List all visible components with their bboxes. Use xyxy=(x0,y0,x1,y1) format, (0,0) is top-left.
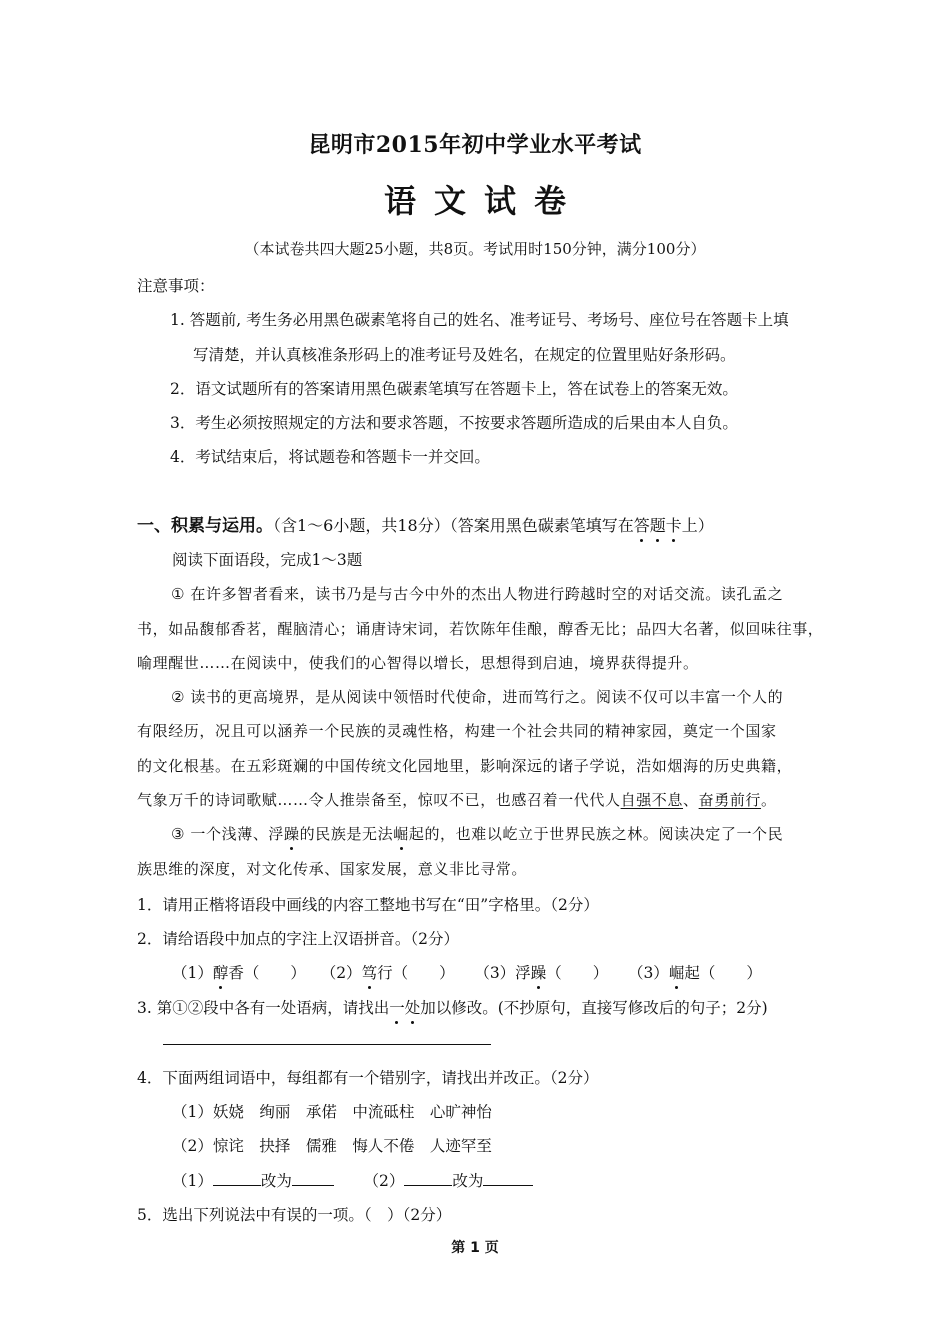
dotted-char: 笃 xyxy=(362,961,378,983)
dotted-char: 崛 xyxy=(669,961,685,983)
fill-blank[interactable] xyxy=(483,1171,533,1186)
dotted-char: 醇 xyxy=(213,961,229,983)
passage-text: 。 xyxy=(761,791,777,809)
question-4-answer-blanks: （1） 改为 （2） 改为 xyxy=(172,1169,533,1191)
question-2: 2．请给语段中加点的字注上汉语拼音。（2分） xyxy=(137,930,459,948)
fill-blank[interactable] xyxy=(213,1171,261,1186)
passage-p1-line1: ① 在许多智者看来，读书乃是与古今中外的杰出人物进行跨越时空的对话交流。读孔孟之 xyxy=(171,585,784,603)
question-2-items xyxy=(172,961,762,983)
underlined-phrase: 奋勇前行 xyxy=(698,791,762,809)
exam-title: 昆明市2015年初中学业水平考试 xyxy=(308,132,642,158)
passage-text: ③ 一个浅薄、浮 xyxy=(171,825,285,843)
question-1: 1．请用正楷将语段中画线的内容工整地书写在“田”字格里。（2分） xyxy=(137,896,599,914)
passage-p3-line2: 族思维的深度，对文化传承、国家发展，意义非比寻常。 xyxy=(137,860,528,878)
dotted-char: 一 xyxy=(389,996,405,1018)
section-heading xyxy=(137,511,714,536)
notice-title: 注意事项： xyxy=(137,277,215,295)
passage-p2-line2: 有限经历，况且可以涵养一个民族的灵魂性格，构建一个社会共同的精神家园，奠定一个国家 xyxy=(137,722,777,740)
fill-blank[interactable] xyxy=(292,1171,334,1186)
reading-intro: 阅读下面语段，完成1～3题 xyxy=(172,551,363,569)
passage-text: 起的，也难以屹立于世界民族之林。阅读决定了一个民 xyxy=(408,825,784,843)
notice-item-1-cont: 写清楚，并认真核准条形码上的准考证号及姓名，在规定的位置里贴好条形码。 xyxy=(193,346,736,364)
passage-text: 、 xyxy=(683,791,699,809)
passage-text: 气象万千的诗词歌赋……令人推崇备至，惊叹不已，也感召着一代代人 xyxy=(137,791,621,809)
question-5: 5．选出下列说法中有误的一项。（ ）（2分） xyxy=(137,1206,452,1224)
passage-p3-line1 xyxy=(171,823,783,844)
notice-item-4: 4．考试结束后，将试题卷和答题卡一并交回。 xyxy=(170,448,490,466)
dotted-char: 躁 xyxy=(531,961,547,983)
pinyin-item: （3）浮躁（ ） xyxy=(474,964,608,982)
question-4-group-2: （2）惊诧 抉择 儒雅 悔人不倦 人迹罕至 xyxy=(172,1137,492,1155)
paper-title: 语文试卷 xyxy=(383,182,584,220)
question-3: 3. 第①②段中各有一处语病，请找出一处加以修改。(不抄原句，直接写修改后的句子；2分) xyxy=(137,996,768,1018)
section-heading-note-end: 上） xyxy=(681,516,714,535)
dotted-char: 崛 xyxy=(393,825,409,843)
section-heading-note: （含1～6小题，共18分）（答案用黑色碳素笔填写在 xyxy=(273,516,634,535)
underlined-phrase: 自强不息 xyxy=(620,791,684,809)
exam-info: （本试卷共四大题25小题，共8页。考试用时150分钟，满分100分） xyxy=(244,240,706,258)
passage-p1-line2: 书，如品馥郁香茗，醒脑清心；诵唐诗宋词，若饮陈年佳酿，醇香无比；品四大名著，似回味往事， xyxy=(137,620,824,638)
section-heading-label: 一、积累与运用。 xyxy=(137,516,273,536)
passage-p2-line1: ② 读书的更高境界，是从阅读中领悟时代使命，进而笃行之。阅读不仅可以丰富一个人的 xyxy=(171,688,784,706)
pinyin-item: （1）醇香（ ） xyxy=(172,964,306,982)
dotted-char: 处 xyxy=(405,996,421,1018)
passage-p1-line3: 喻理醒世……在阅读中，使我们的心智得以增长，思想得到启迪，境界获得提升。 xyxy=(137,654,699,672)
pinyin-item: （3）崛起（ ） xyxy=(628,964,762,982)
pinyin-item: （2）笃行（ ） xyxy=(321,964,455,982)
notice-item-3: 3．考生必须按照规定的方法和要求答题，不按要求答题所造成的后果由本人自负。 xyxy=(170,414,738,432)
passage-p2-line4 xyxy=(137,789,777,810)
notice-item-1: 1. 答题前, 考生务必用黑色碳素笔将自己的姓名、准考证号、考场号、座位号在答题卡上填 xyxy=(170,311,789,329)
passage-text: 的民族是无法 xyxy=(299,825,394,843)
fill-blank[interactable] xyxy=(404,1171,452,1186)
dotted-char: 卡 xyxy=(666,513,682,536)
page-number: 第 1 页 xyxy=(451,1240,499,1256)
dotted-char: 题 xyxy=(650,513,666,536)
question-4-group-1: （1）妖娆 绚丽 承偌 中流砥柱 心旷神怡 xyxy=(172,1103,492,1121)
answer-blank-line[interactable] xyxy=(163,1044,491,1045)
dotted-char: 躁 xyxy=(284,825,300,843)
notice-item-2: 2．语文试题所有的答案请用黑色碳素笔填写在答题卡上，答在试卷上的答案无效。 xyxy=(170,380,738,398)
dotted-char: 答 xyxy=(634,513,650,536)
passage-p2-line3: 的文化根基。在五彩斑斓的中国传统文化园地里，影响深远的诸子学说，浩如烟海的历史典籍， xyxy=(137,757,793,775)
question-4: 4．下面两组词语中，每组都有一个错别字，请找出并改正。（2分） xyxy=(137,1069,599,1087)
